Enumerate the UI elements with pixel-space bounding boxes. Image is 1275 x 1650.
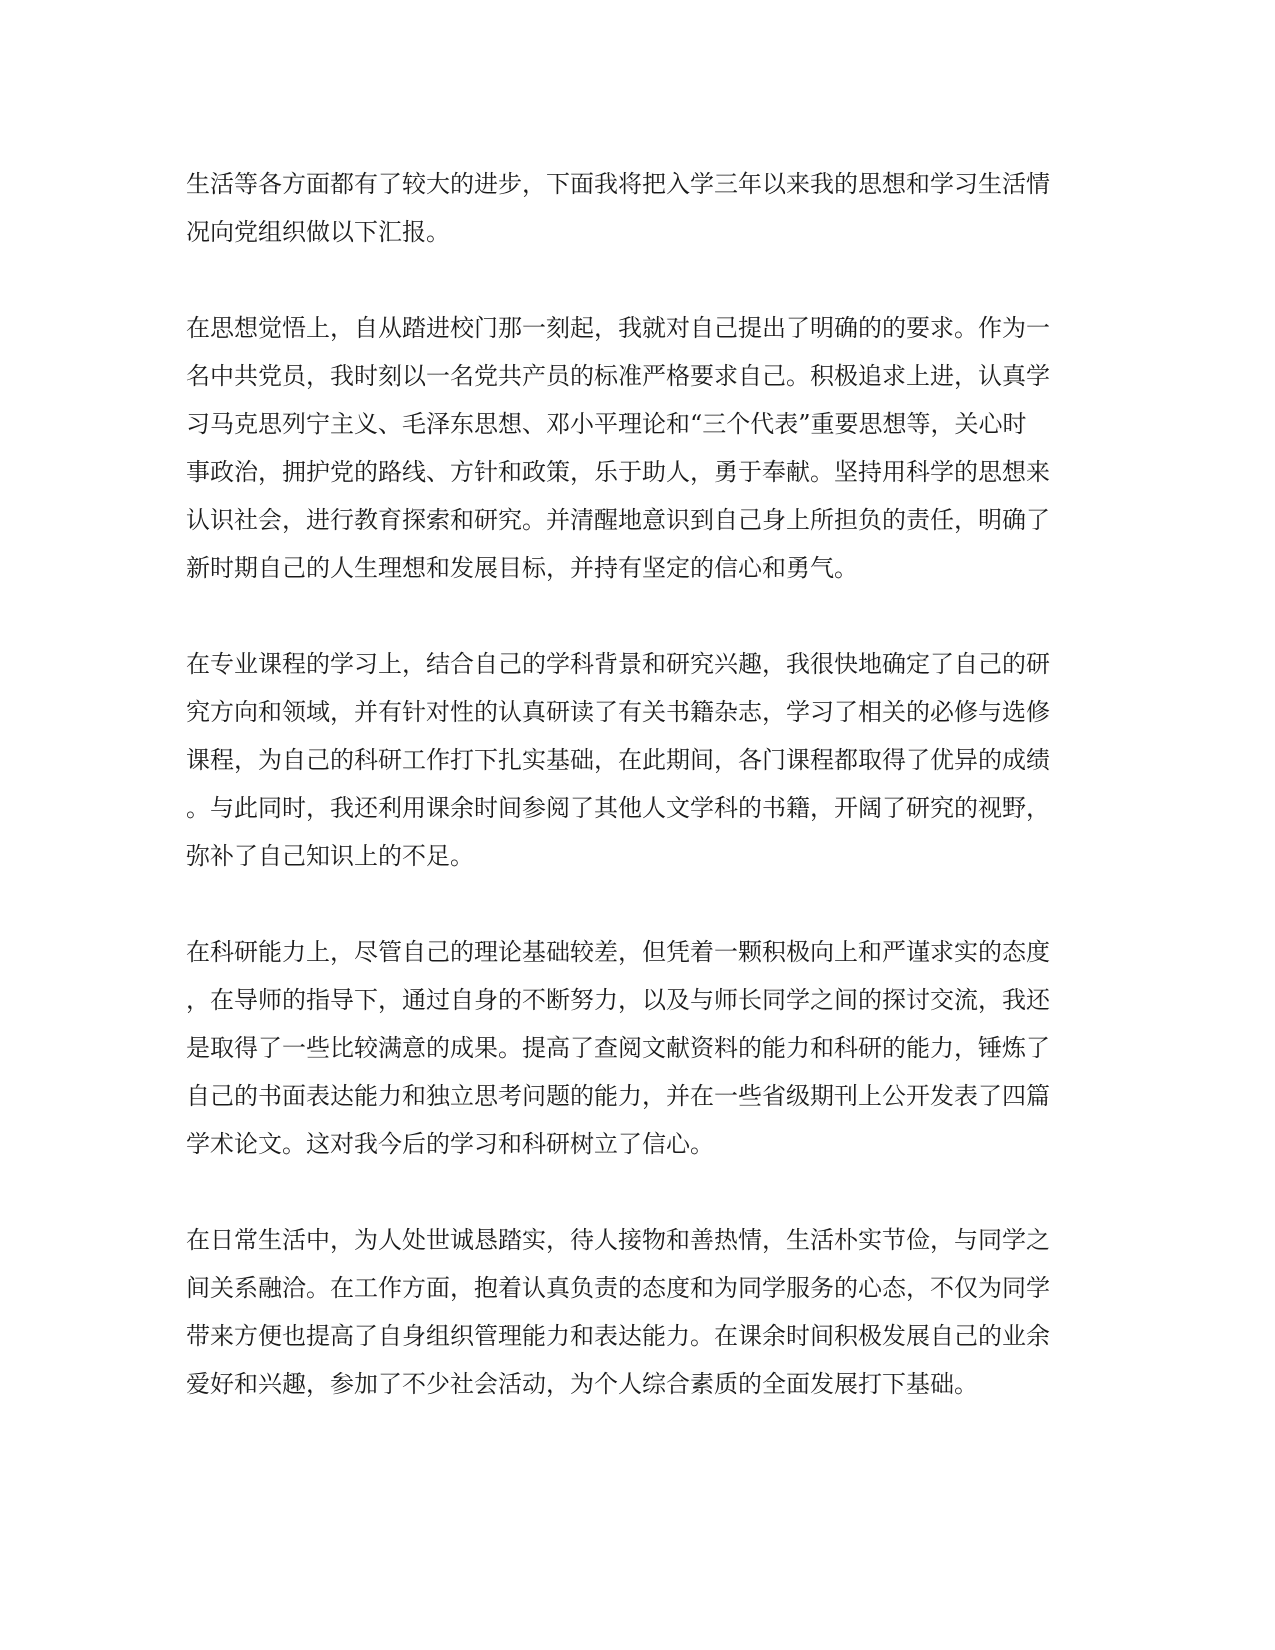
text-line: 事政治，拥护党的路线、方针和政策，乐于助人，勇于奉献。坚持用科学的思想来: [186, 458, 1050, 486]
paragraph-ideology: [186, 304, 1086, 592]
text-line: 究方向和领域，并有针对性的认真研读了有关书籍杂志，学习了相关的必修与选修: [186, 698, 1050, 726]
text-line: 在思想觉悟上，自从踏进校门那一刻起，我就对自己提出了明确的的要求。作为一: [186, 314, 1050, 342]
text-line: 弥补了自己知识上的不足。: [186, 842, 474, 870]
paragraph-coursework: [186, 640, 1086, 880]
text-line: 是取得了一些比较满意的成果。提高了查阅文献资料的能力和科研的能力，锤炼了: [186, 1034, 1050, 1062]
text-line: 在专业课程的学习上，结合自己的学科背景和研究兴趣，我很快地确定了自己的研: [186, 650, 1050, 678]
text-line: 爱好和兴趣，参加了不少社会活动，为个人综合素质的全面发展打下基础。: [186, 1370, 978, 1398]
text-line: 名中共党员，我时刻以一名党共产员的标准严格要求自己。积极追求上进，认真学: [186, 362, 1050, 390]
text-line: 况向党组织做以下汇报。: [186, 218, 450, 246]
text-line: ，在导师的指导下，通过自身的不断努力，以及与师长同学之间的探讨交流，我还: [186, 986, 1050, 1014]
paragraph-daily-life: [186, 1216, 1086, 1408]
text-line: 带来方便也提高了自身组织管理能力和表达能力。在课余时间积极发展自己的业余: [186, 1322, 1050, 1350]
paragraph-progress-summary: [186, 160, 1086, 256]
paragraph-research: [186, 928, 1086, 1168]
text-line: 在日常生活中，为人处世诚恳踏实，待人接物和善热情，生活朴实节俭，与同学之: [186, 1226, 1050, 1254]
text-line: 间关系融洽。在工作方面，抱着认真负责的态度和为同学服务的心态，不仅为同学: [186, 1274, 1050, 1302]
text-line: 。与此同时，我还利用课余时间参阅了其他人文学科的书籍，开阔了研究的视野，: [186, 794, 1050, 822]
text-line: 新时期自己的人生理想和发展目标，并持有坚定的信心和勇气。: [186, 554, 858, 582]
text-line: 课程，为自己的科研工作打下扎实基础，在此期间，各门课程都取得了优异的成绩: [186, 746, 1050, 774]
text-line: 生活等各方面都有了较大的进步，下面我将把入学三年以来我的思想和学习生活情: [186, 170, 1050, 198]
text-line: 在科研能力上，尽管自己的理论基础较差，但凭着一颗积极向上和严谨求实的态度: [186, 938, 1050, 966]
text-line: 学术论文。这对我今后的学习和科研树立了信心。: [186, 1130, 714, 1158]
text-line: 认识社会，进行教育探索和研究。并清醒地意识到自己身上所担负的责任，明确了: [186, 506, 1050, 534]
text-line: 习马克思列宁主义、毛泽东思想、邓小平理论和“三个代表”重要思想等，关心时: [186, 410, 1027, 438]
text-line: 自己的书面表达能力和独立思考问题的能力，并在一些省级期刊上公开发表了四篇: [186, 1082, 1050, 1110]
